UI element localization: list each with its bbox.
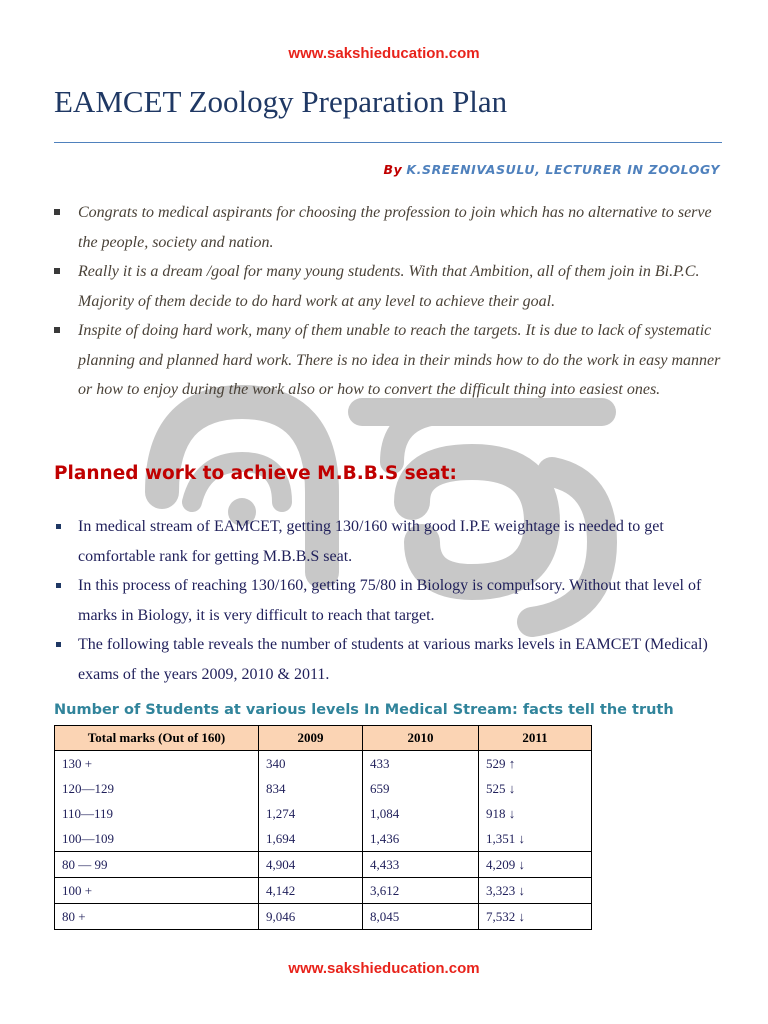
section-heading: Planned work to achieve M.B.B.S seat: [54,463,457,484]
list-item [50,316,730,405]
list-item-text: The following table reveals the number of students at various marks levels in EAMCET (Medical) exams of the years 2009, 2010 & 2011. [78,636,708,683]
table-cell: 918 ↓ [479,801,592,826]
table-cell: 4,142 [259,878,363,904]
marks-table [54,725,592,930]
table-row [55,776,592,801]
table-caption: Number of Students at various levels In Medical Stream: facts tell the truth [54,702,674,718]
column-header: 2010 [363,726,479,751]
section-list [50,512,730,689]
footer-url[interactable]: www.sakshieducation.com [288,960,480,977]
table-cell: 110—119 [55,801,259,826]
table-cell: 8,045 [363,904,479,930]
table-cell: 3,323 ↓ [479,878,592,904]
table-row [55,852,592,878]
table-cell: 529 ↑ [479,751,592,777]
byline-prefix: By [383,162,403,177]
list-item-text: Really it is a dream /goal for many young students. With that Ambition, all of them join in Bi.P.C. Majority of them decide to do hard work at any level to achieve their goal. [78,263,700,310]
table-header-row [55,726,592,751]
table-cell: 80 — 99 [55,852,259,878]
list-item-text: Congrats to medical aspirants for choosing the profession to join which has no alternative to serve the people, society and nation. [78,204,712,251]
table-cell: 4,209 ↓ [479,852,592,878]
table-cell: 100—109 [55,826,259,852]
table-row [55,751,592,777]
table-cell: 120—129 [55,776,259,801]
byline-author: K.SREENIVASULU, LECTURER IN ZOOLOGY [406,162,720,177]
bullet-icon [56,642,61,647]
table-cell: 1,084 [363,801,479,826]
table-cell: 4,433 [363,852,479,878]
bullet-icon [56,583,61,588]
table-cell: 3,612 [363,878,479,904]
table-row [55,801,592,826]
bullet-icon [54,268,60,274]
list-item [50,630,730,689]
bullet-icon [54,209,60,215]
bullet-icon [54,327,60,333]
column-header: 2011 [479,726,592,751]
list-item-text: In medical stream of EAMCET, getting 130/160 with good I.P.E weightage is needed to get comfortable rank for getting M.B.B.S seat. [78,518,664,565]
bullet-icon [56,524,61,529]
table-cell: 100 + [55,878,259,904]
table-cell: 80 + [55,904,259,930]
table-cell: 525 ↓ [479,776,592,801]
table-cell: 1,694 [259,826,363,852]
table-cell: 834 [259,776,363,801]
list-item [50,257,730,316]
table-row [55,878,592,904]
table-row [55,826,592,852]
list-item [50,198,730,257]
column-header: Total marks (Out of 160) [55,726,259,751]
table-cell: 340 [259,751,363,777]
list-item-text: Inspite of doing hard work, many of them unable to reach the targets. It is due to lack of systematic planning and planned hard work. There is no idea in their minds how to do the work in easy manner or how to enjoy during the work also or how to convert the difficult thing into easiest ones. [78,322,721,398]
table-cell: 9,046 [259,904,363,930]
table-cell: 7,532 ↓ [479,904,592,930]
table-cell: 1,436 [363,826,479,852]
page-title: EAMCET Zoology Preparation Plan [54,84,508,119]
table-cell: 1,351 ↓ [479,826,592,852]
header-url[interactable]: www.sakshieducation.com [288,45,480,62]
table-cell: 433 [363,751,479,777]
table-cell: 1,274 [259,801,363,826]
list-item-text: In this process of reaching 130/160, getting 75/80 in Biology is compulsory. Without that level of marks in Biology, it is very difficult to reach that target. [78,577,702,624]
table-cell: 659 [363,776,479,801]
list-item [50,571,730,630]
column-header: 2009 [259,726,363,751]
table-cell: 4,904 [259,852,363,878]
byline [383,162,720,177]
list-item [50,512,730,571]
table-cell: 130 + [55,751,259,777]
table-row [55,904,592,930]
intro-list [50,198,730,405]
title-divider [54,142,722,143]
